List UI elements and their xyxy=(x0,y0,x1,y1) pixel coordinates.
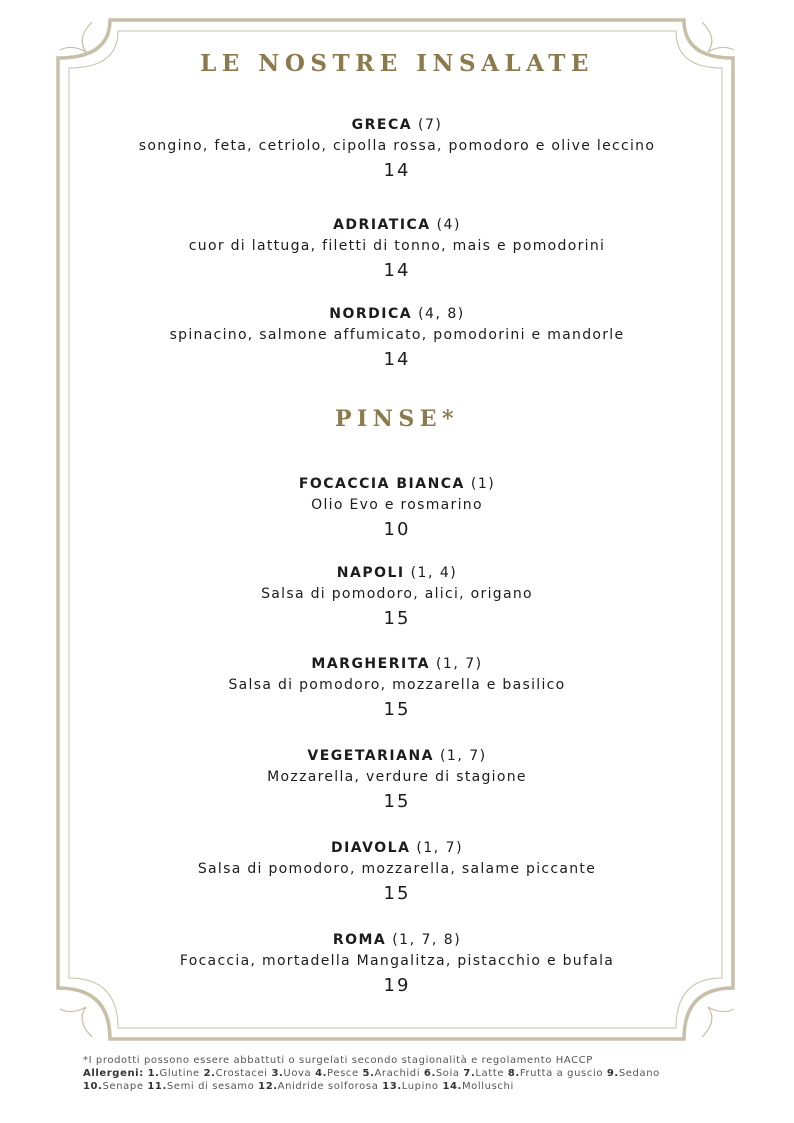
allergens-label: Allergeni: xyxy=(83,1068,144,1079)
allergen-entry xyxy=(603,1068,660,1079)
allergen-name: Sedano xyxy=(618,1068,660,1079)
allergen-number: 3. xyxy=(271,1068,284,1079)
item-price: 15 xyxy=(383,791,411,812)
corner-flourish xyxy=(702,22,734,52)
allergen-name: Glutine xyxy=(159,1068,200,1079)
item-price: 19 xyxy=(383,975,411,996)
allergen-number: 10. xyxy=(83,1081,103,1092)
salads-section-title: LE NOSTRE INSALATE xyxy=(200,50,594,77)
item-name: FOCACCIA BIANCA xyxy=(298,476,465,492)
allergen-number: 8. xyxy=(507,1068,520,1079)
item-name: NAPOLI xyxy=(336,565,405,581)
item-name: ADRIATICA xyxy=(333,217,431,233)
allergen-name: Lupino xyxy=(401,1081,439,1092)
allergen-number: 4. xyxy=(315,1068,328,1079)
item-name-line xyxy=(0,747,794,765)
allergen-name: Arachidi xyxy=(374,1068,421,1079)
allergen-number: 11. xyxy=(147,1081,167,1092)
item-price: 15 xyxy=(383,608,411,629)
item-allergens: (7) xyxy=(412,117,443,133)
item-name: NORDICA xyxy=(329,306,413,322)
item-allergens: (1, 7) xyxy=(430,656,483,672)
corner-flourish xyxy=(702,1007,734,1037)
item-name-line xyxy=(0,839,794,857)
allergen-name: Semi di sesamo xyxy=(166,1081,255,1092)
item-description: Mozzarella, verdure di stagione xyxy=(267,769,527,785)
allergen-entry xyxy=(311,1068,358,1079)
allergen-entry xyxy=(460,1068,504,1079)
menu-item xyxy=(0,747,794,813)
item-name-line xyxy=(0,564,794,582)
item-name: MARGHERITA xyxy=(311,656,430,672)
item-allergens: (1) xyxy=(464,476,496,492)
allergen-name: Crostacei xyxy=(215,1068,268,1079)
allergen-number: 6. xyxy=(423,1068,436,1079)
item-name-line xyxy=(0,116,794,134)
allergen-name: Anidride solforosa xyxy=(277,1081,379,1092)
item-allergens: (4) xyxy=(430,217,461,233)
corner-flourish xyxy=(60,1007,92,1037)
item-name-line xyxy=(0,475,794,493)
allergen-name: Frutta a guscio xyxy=(519,1068,604,1079)
item-name-line xyxy=(0,931,794,949)
allergen-number: 14. xyxy=(442,1081,462,1092)
item-allergens: (1, 7) xyxy=(410,840,464,856)
item-name-line xyxy=(0,655,794,673)
allergen-entry xyxy=(148,1068,200,1079)
allergen-number: 1. xyxy=(147,1068,160,1079)
allergens-legend-line-1 xyxy=(83,1067,763,1080)
item-name-line xyxy=(0,305,794,323)
allergen-entry xyxy=(439,1081,514,1092)
allergen-name: Uova xyxy=(283,1068,312,1079)
item-name: VEGETARIANA xyxy=(307,748,435,764)
item-allergens: (1, 7, 8) xyxy=(386,932,462,948)
item-description: cuor di lattuga, filetti di tonno, mais e pomodorini xyxy=(188,238,606,254)
item-description: Focaccia, mortadella Mangalitza, pistacchio e bufala xyxy=(179,953,615,969)
allergen-entry xyxy=(359,1068,420,1079)
allergen-number: 5. xyxy=(362,1068,375,1079)
item-name: GRECA xyxy=(351,117,413,133)
allergen-entry xyxy=(200,1068,268,1079)
allergen-entry xyxy=(144,1081,255,1092)
allergen-name: Senape xyxy=(102,1081,144,1092)
item-allergens: (1, 4) xyxy=(404,565,458,581)
menu-item xyxy=(0,305,794,371)
menu-item xyxy=(0,216,794,282)
footer-note: *I prodotti possono essere abbattuti o surgelati secondo stagionalità e regolamento HACCP xyxy=(83,1055,593,1066)
pinse-section-title: PINSE* xyxy=(334,406,460,432)
allergen-number: 2. xyxy=(203,1068,216,1079)
menu-item xyxy=(0,475,794,541)
allergen-number: 7. xyxy=(463,1068,476,1079)
item-price: 14 xyxy=(383,349,411,370)
corner-flourish xyxy=(60,22,92,52)
item-price: 14 xyxy=(383,260,411,281)
allergen-entry xyxy=(268,1068,312,1079)
item-allergens: (1, 7) xyxy=(434,748,487,764)
item-name-line xyxy=(0,216,794,234)
allergen-entry xyxy=(254,1081,378,1092)
menu-item xyxy=(0,839,794,905)
item-description: Salsa di pomodoro, alici, origano xyxy=(261,586,533,602)
allergen-name: Soia xyxy=(435,1068,460,1079)
allergen-entry xyxy=(83,1081,144,1092)
item-description: spinacino, salmone affumicato, pomodorini e mandorle xyxy=(169,327,625,343)
menu-item xyxy=(0,116,794,182)
menu-item xyxy=(0,655,794,721)
allergen-name: Molluschi xyxy=(461,1081,514,1092)
item-price: 15 xyxy=(383,699,411,720)
allergen-number: 9. xyxy=(606,1068,619,1079)
menu-item xyxy=(0,564,794,630)
item-description: Salsa di pomodoro, mozzarella, salame piccante xyxy=(197,861,597,877)
allergen-number: 13. xyxy=(382,1081,402,1092)
item-description: songino, feta, cetriolo, cipolla rossa, pomodoro e olive leccino xyxy=(138,138,656,154)
footer-notes xyxy=(83,1054,763,1093)
allergen-entry xyxy=(504,1068,603,1079)
allergen-name: Pesce xyxy=(327,1068,359,1079)
item-price: 10 xyxy=(383,519,411,540)
allergen-number: 12. xyxy=(258,1081,278,1092)
allergen-entry xyxy=(420,1068,460,1079)
allergen-entry xyxy=(378,1081,438,1092)
item-allergens: (4, 8) xyxy=(412,306,465,322)
item-name: ROMA xyxy=(332,932,387,948)
item-description: Olio Evo e rosmarino xyxy=(311,497,483,513)
item-price: 15 xyxy=(383,883,411,904)
item-description: Salsa di pomodoro, mozzarella e basilico xyxy=(228,677,566,693)
allergen-name: Latte xyxy=(475,1068,505,1079)
allergens-legend-line-2 xyxy=(83,1080,763,1093)
item-price: 14 xyxy=(383,160,411,181)
menu-item xyxy=(0,931,794,997)
item-name: DIAVOLA xyxy=(330,840,411,856)
